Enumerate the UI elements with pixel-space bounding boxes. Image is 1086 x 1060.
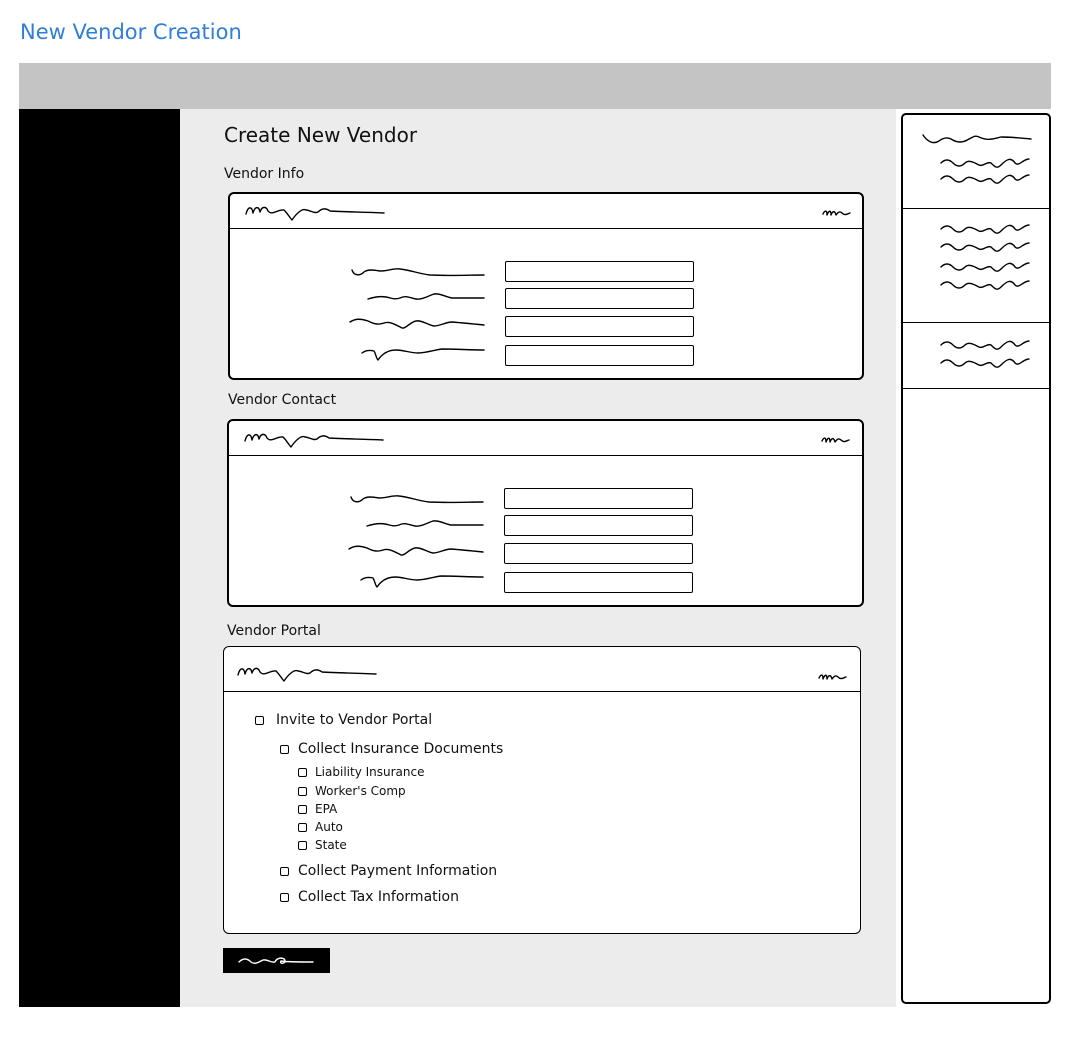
auto-checkbox[interactable] [298,823,307,832]
section-label-vendor-contact: Vendor Contact [228,392,337,408]
field-label-scribble [350,264,490,280]
page-title: Create New Vendor [224,123,418,147]
epa-label: EPA [315,802,338,816]
field-label-scribble [359,571,489,591]
auto-label: Auto [315,820,343,834]
liability-label: Liability Insurance [315,765,425,779]
card-action-scribble[interactable] [822,207,852,219]
card-header [229,421,862,456]
page-heading: New Vendor Creation [20,20,242,44]
left-sidebar [19,109,180,1007]
vendor-contact-field-1[interactable] [504,488,693,509]
vendor-portal-card [223,646,861,934]
card-action-scribble[interactable] [821,434,851,446]
invite-checkbox[interactable] [255,716,264,725]
vendor-info-field-4[interactable] [505,345,694,366]
liability-checkbox[interactable] [298,768,307,777]
epa-checkbox[interactable] [298,805,307,814]
vendor-contact-field-3[interactable] [504,543,693,564]
panel-divider [903,322,1049,323]
field-label-scribble [349,491,489,507]
workers-comp-label: Worker's Comp [315,784,406,798]
card-title-scribble [244,200,404,222]
section-label-vendor-info: Vendor Info [224,166,305,182]
field-label-scribble [360,344,490,364]
card-header [224,647,860,692]
collect-insurance-label: Collect Insurance Documents [298,741,504,757]
field-label-scribble [366,290,490,304]
vendor-contact-card [227,419,864,607]
workers-comp-checkbox[interactable] [298,787,307,796]
collect-insurance-checkbox[interactable] [280,745,289,754]
top-bar [19,63,1051,109]
card-header [230,194,862,229]
vendor-info-field-1[interactable] [505,261,694,282]
card-title-scribble [236,661,396,683]
vendor-contact-field-2[interactable] [504,515,693,536]
vendor-info-card [228,192,864,380]
card-action-scribble[interactable] [818,671,848,683]
vendor-info-field-2[interactable] [505,288,694,309]
vendor-contact-field-4[interactable] [504,572,693,593]
panel-divider [903,388,1049,389]
vendor-info-field-3[interactable] [505,316,694,337]
field-label-scribble [348,316,490,332]
state-label: State [315,838,347,852]
collect-tax-checkbox[interactable] [280,893,289,902]
collect-tax-label: Collect Tax Information [298,889,459,905]
panel-heading-scribble [921,129,1037,149]
field-label-scribble [347,543,489,559]
panel-text-scribble [939,221,1039,295]
panel-text-scribble [939,337,1039,373]
field-label-scribble [365,517,489,531]
collect-payment-label: Collect Payment Information [298,863,498,879]
collect-payment-checkbox[interactable] [280,867,289,876]
right-panel [901,113,1051,1004]
button-label-scribble [237,954,317,968]
panel-divider [903,208,1049,209]
panel-text-scribble [939,155,1039,189]
section-label-vendor-portal: Vendor Portal [227,623,321,639]
submit-button[interactable] [223,948,330,973]
invite-label: Invite to Vendor Portal [276,712,433,728]
state-checkbox[interactable] [298,841,307,850]
card-title-scribble [243,427,403,449]
